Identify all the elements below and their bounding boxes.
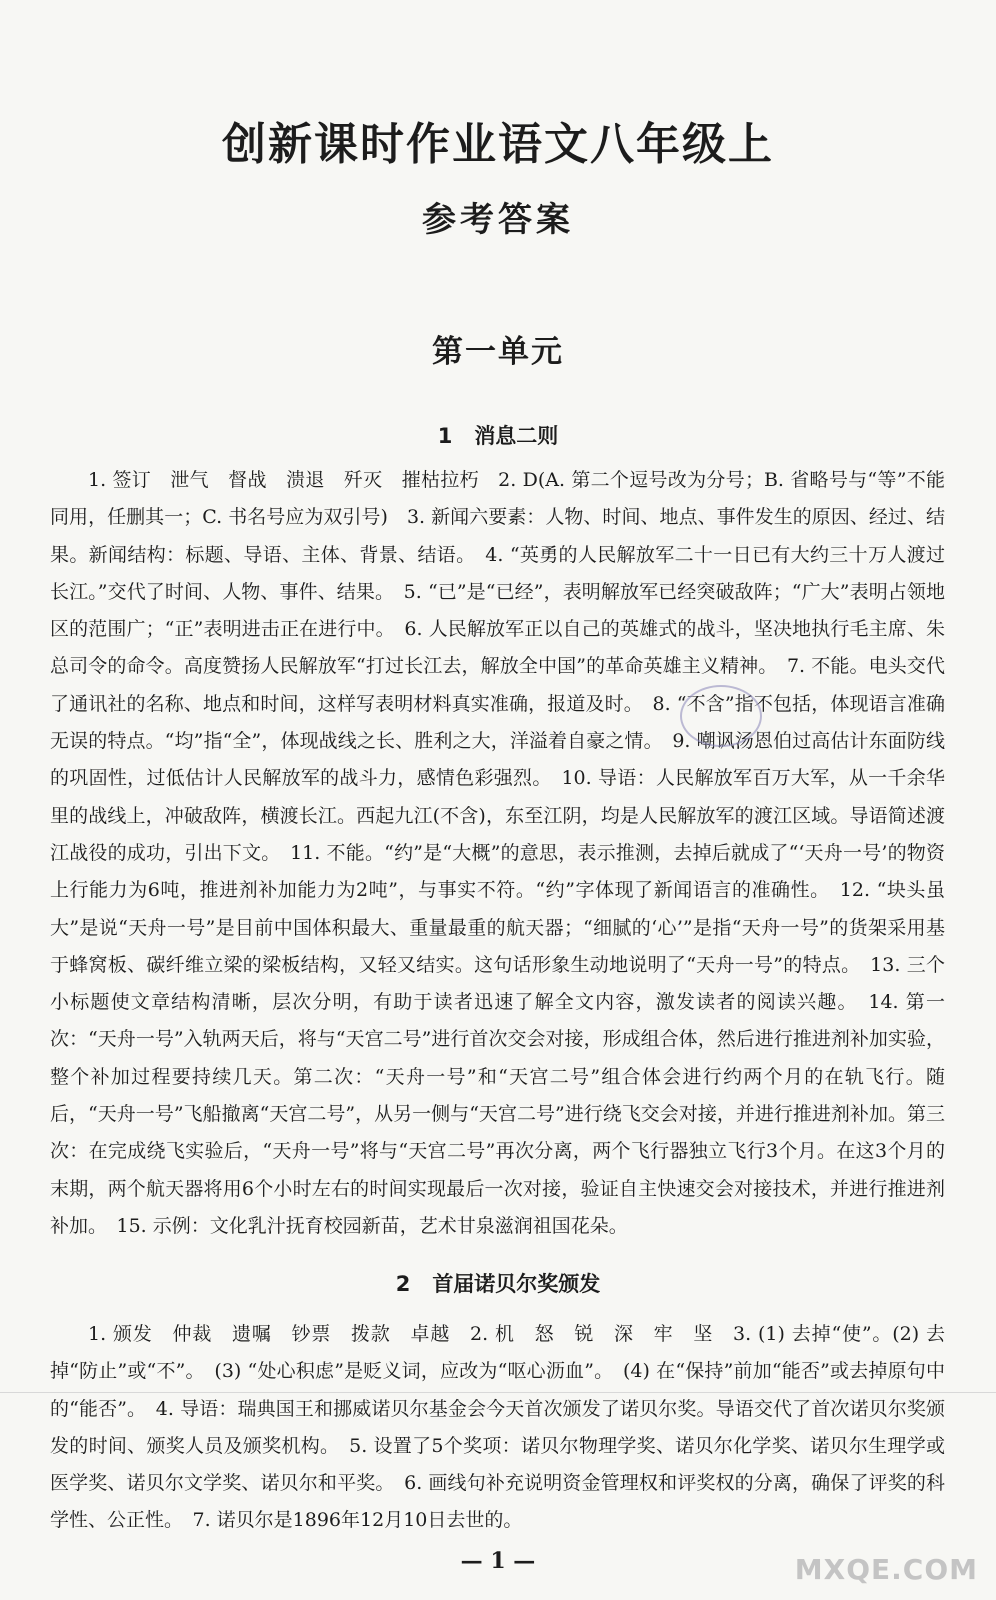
section-heading-2 — [0, 1268, 996, 1298]
answer-paragraph: 1. 颁发 仲裁 遗嘱 钞票 拨款 卓越 2. 机 怒 锐 深 牢 坚 3. (1) 去掉“使”。(2) 去掉“防止”或“不”。 (3) “处心积虑”是贬义词，应改为“呕心沥血”。 (4) 在“保持”前加“能否”或去掉原句中的“能否”。 4. 导语：瑞典国王和挪威诺贝尔基金会今天首次颁发了诺贝尔奖。导语交代了首次诺贝尔奖颁发的时间、颁奖人员及颁奖机构。 5. 设置了5个奖项：诺贝尔物理学奖、诺贝尔化学奖、诺贝尔生理学或医学奖、诺贝尔文学奖、诺贝尔和平奖。 6. 画线句补充说明资金管理权和评奖权的分离，确保了评奖的科学性、公正性。 7. 诺贝尔是1896年12月10日去世的。 — [50, 1323, 945, 1532]
page-number: — 1 — — [460, 1548, 536, 1574]
section-body-1 — [50, 462, 945, 1245]
scan-line — [0, 1392, 996, 1393]
section-title: 消息二则 — [474, 424, 559, 448]
answer-paragraph: 1. 签订 泄气 督战 溃退 歼灭 摧枯拉朽 2. D(A. 第二个逗号改为分号；B. 省略号与“等”不能同用，任删其一；C. 书名号应为双引号) 3. 新闻六要素：人物、时间、地点、事件发生的原因、经过、结果。新闻结构：标题、导语、主体、背景、结语。 4. “英勇的人民解放军二十一日已有大约三十万人渡过长江。”交代了时间、人物、事件、结果。 5. “已”是“已经”，表明解放军已经突破敌阵；“广大”表明占领地区的范围广；“正”表明进击正在进行中。 6. 人民解放军正以自己的英雄式的战斗，坚决地执行毛主席、朱总司令的命令。高度赞扬人民解放军“打过长江去，解放全中国”的革命英雄主义精神。 7. 不能。电头交代了通讯社的名称、地点和时间，这样写表明材料真实准确，报道及时。 8. “不含”指不包括，体现语言准确无误的特点。“均”指“全”，体现战线之长、胜利之大，洋溢着自豪之情。 9. 嘲讽汤恩伯过高估计东面防线的巩固性，过低估计人民解放军的战斗力，感情色彩强烈。 10. 导语：人民解放军百万大军，从一千余华里的战线上，冲破敌阵，横渡长江。西起九江(不含)，东至江阴，均是人民解放军的渡江区域。导语简述渡江战役的成功，引出下文。 11. 不能。“约”是“大概”的意思，表示推测，去掉后就成了“‘天舟一号’的物资上行能力为6吨，推进剂补加能力为2吨”，与事实不符。“约”字体现了新闻语言的准确性。 12. “块头虽大”是说“天舟一号”是目前中国体积最大、重量最重的航天器；“细腻的‘心’”是指“天舟一号”的货架采用基于蜂窝板、碳纤维立梁的梁板结构，又轻又结实。这句话形象生动地说明了“天舟一号”的特点。 13. 三个小标题使文章结构清晰，层次分明，有助于读者迅速了解全文内容，激发读者的阅读兴趣。 14. 第一次：“天舟一号”入轨两天后，将与“天宫二号”进行首次交会对接，形成组合体，然后进行推进剂补加实验，整个补加过程要持续几天。第二次：“天舟一号”和“天宫二号”组合体会进行约两个月的在轨飞行。随后，“天舟一号”飞船撤离“天宫二号”，从另一侧与“天宫二号”进行绕飞交会对接，并进行推进剂补加。第三次：在完成绕飞实验后，“天舟一号”将与“天宫二号”再次分离，两个飞行器独立飞行3个月。在这3个月的末期，两个航天器将用6个小时左右的时间实现最后一次对接，验证自主快速交会对接技术，并进行推进剂补加。 15. 示例：文化乳汁抚育校园新苗，艺术甘泉滋润祖国花朵。 — [50, 469, 945, 1237]
unit-heading: 第一单元 — [432, 334, 564, 370]
section-number: 1 — [437, 424, 453, 448]
page-title: 创新课时作业语文八年级上 — [222, 119, 774, 170]
site-watermark: MXQE.COM — [794, 1553, 978, 1586]
page-subtitle: 参考答案 — [422, 200, 574, 240]
section-body-2 — [50, 1316, 945, 1540]
section-number: 2 — [395, 1272, 411, 1296]
ink-stamp — [680, 685, 762, 747]
section-heading-1 — [0, 420, 996, 450]
section-title: 首届诺贝尔奖颁发 — [432, 1272, 601, 1296]
